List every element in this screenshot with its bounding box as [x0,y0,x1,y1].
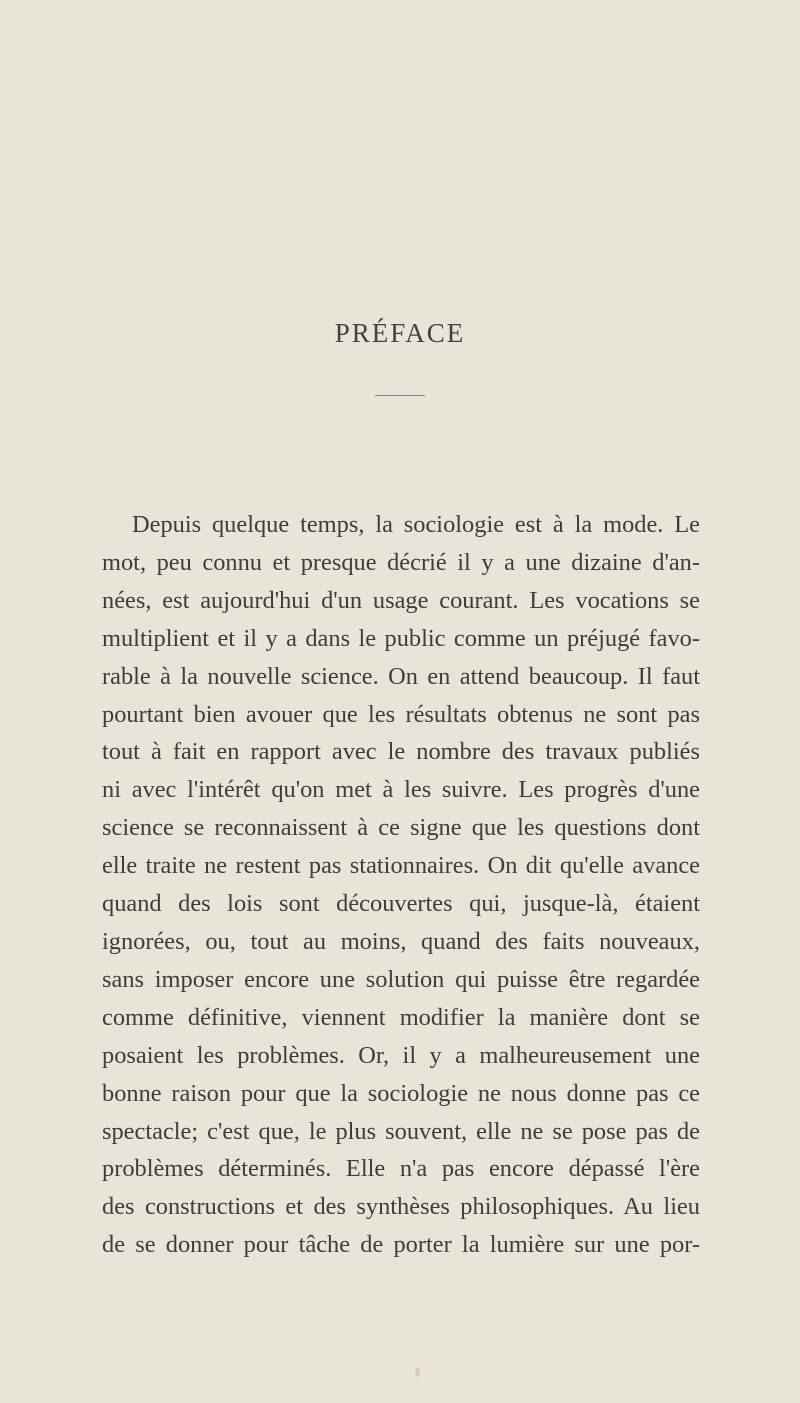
text-line: sans imposer encore une solution qui puisse être regardée [102,965,700,993]
title-divider [375,395,425,396]
text-line: quand des lois sont découvertes qui, jusque-là, étaient [102,890,700,918]
text-line: des constructions et des synthèses philosophiques. Au lieu [102,1193,700,1221]
text-line: rable à la nouvelle science. On en attend beaucoup. Il faut [102,662,700,690]
text-line: elle traite ne restent pas stationnaires. On dit qu'elle avance [102,852,700,880]
text-line: tout à fait en rapport avec le nombre des travaux publiés [102,738,700,766]
text-line: ignorées, ou, tout au moins, quand des faits nouveaux, [102,927,700,955]
text-line: multiplient et il y a dans le public comme un préjugé favo- [102,624,700,652]
text-line: de se donner pour tâche de porter la lumière sur une por- [102,1231,700,1259]
text-line: problèmes déterminés. Elle n'a pas encore dépassé l'ère [102,1155,700,1183]
text-line: mot, peu connu et presque décrié il y a une dizaine d'an- [102,548,700,576]
page-title: PRÉFACE [334,318,466,349]
text-line: comme définitive, viennent modifier la manière dont se [102,1003,700,1031]
preface-paragraph [102,506,700,1264]
text-line: science se reconnaissent à ce signe que les questions dont [102,814,700,842]
text-line: bonne raison pour que la sociologie ne nous donne pas ce [102,1079,700,1107]
paper-blemish [415,1368,420,1377]
text-line: spectacle; c'est que, le plus souvent, elle ne se pose pas de [102,1117,700,1145]
text-line: pourtant bien avouer que les résultats obtenus ne sont pas [102,700,700,728]
text-line: posaient les problèmes. Or, il y a malheureusement une [102,1041,700,1069]
text-line: nées, est aujourd'hui d'un usage courant. Les vocations se [102,586,700,614]
text-line: Depuis quelque temps, la sociologie est à la mode. Le [132,511,700,538]
text-line: ni avec l'intérêt qu'on met à les suivre. Les progrès d'une [102,776,700,804]
